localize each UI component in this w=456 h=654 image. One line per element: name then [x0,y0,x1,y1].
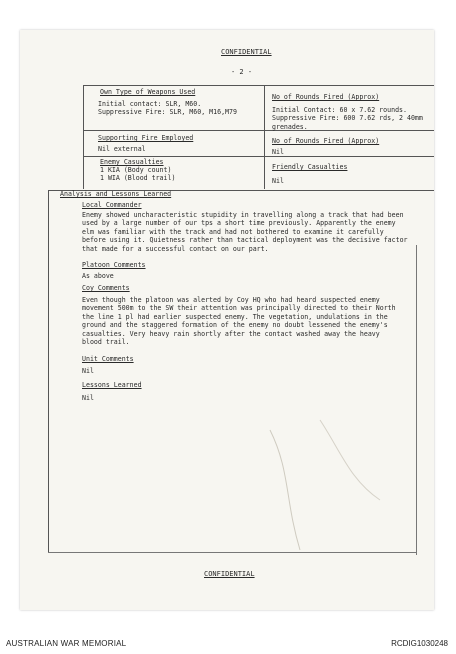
table-column-divider [264,85,265,189]
platoon-comments-heading: Platoon Comments [82,261,146,269]
section-left-margin-rule [48,190,49,552]
document-page [20,30,434,610]
table-row-rule-2 [83,156,434,157]
lessons-learned-heading: Lessons Learned [82,381,142,389]
analysis-heading: Analysis and Lessons Learned [60,190,172,198]
document-body [20,30,434,610]
paragraph-line: that made for a successful contact on our part. [82,244,269,253]
weapons-line: Suppressive Fire: SLR, M60, M16,M79 [98,108,237,117]
rounds-fired-values [272,106,423,131]
paragraph-line: casualties. Very heavy rain shortly after the contact washed away the heavy [82,329,380,338]
coy-comments-heading: Coy Comments [82,284,130,292]
rounds-fired-line: Suppressive Fire: 600 7.62 rds, 2 40mm [272,114,423,123]
paragraph-line: Enemy showed uncharacteristic stupidity in travelling along a track that had been [82,211,404,219]
local-commander-paragraph [82,211,408,253]
table-left-border [83,85,84,189]
local-commander-heading: Local Commander [82,201,142,209]
weapons-values [98,100,237,117]
enemy-casualties-line: 1 KIA (Body count) [100,166,172,174]
section-right-margin-rule [416,245,417,555]
footer-classification: CONFIDENTIAL [204,570,255,578]
enemy-casualties-heading: Enemy Casualties [100,158,164,166]
paragraph-line: elm was familiar with the track and had not bothered to examine it carefully [82,227,384,236]
rounds-fired-2-value: Nil [272,148,284,156]
enemy-casualties-values [100,166,175,183]
rounds-fired-line: Initial Contact: 60 x 7.62 rounds. [272,106,407,114]
unit-comments-value: Nil [82,367,94,375]
archive-reference: RCDIG1030248 [391,639,448,648]
paragraph-line: Even though the platoon was alerted by Coy HQ who had heard suspected enemy [82,296,380,304]
lessons-learned-value: Nil [82,394,94,402]
enemy-casualties-line: 1 WIA (Blood trail) [100,174,176,183]
paragraph-line: used by a large number of our tps a short time previously. Apparently the enemy [82,219,396,228]
paragraph-line: the line 1 pl had earlier suspected enemy. The vegetation, undulations in the [82,312,388,321]
header-classification: CONFIDENTIAL [221,48,272,56]
rounds-fired-heading: No of Rounds Fired (Approx) [272,93,380,101]
paragraph-line: blood trail. [82,338,130,347]
paragraph-line: movement 500m to the SW their attention was principally directed to their North [82,304,396,313]
paragraph-line: before using it. Quietness rather than tactical deployment was the decisive factor [82,236,408,245]
weapons-line: Initial contact: SLR, M60. [98,100,202,108]
rounds-fired-2-heading: No of Rounds Fired (Approx) [272,137,380,145]
paragraph-line: ground and the staggered formation of the enemy no doubt lessened the enemy's [82,321,388,330]
table-top-rule [83,85,434,86]
page-number: - 2 - [231,68,253,76]
unit-comments-heading: Unit Comments [82,355,134,363]
friendly-casualties-heading: Friendly Casualties [272,163,348,171]
friendly-casualties-value: Nil [272,177,284,185]
show-through-marks [260,410,410,560]
platoon-comments-value: As above [82,272,114,280]
rounds-fired-line: grenades. [272,122,308,131]
archive-footer [0,632,456,654]
supporting-fire-value: Nil external [98,145,146,153]
weapons-heading: Own Type of Weapons Used [100,88,196,96]
archive-source: AUSTRALIAN WAR MEMORIAL [6,639,127,648]
coy-comments-paragraph [82,296,396,346]
supporting-fire-heading: Supporting Fire Employed [98,134,194,142]
